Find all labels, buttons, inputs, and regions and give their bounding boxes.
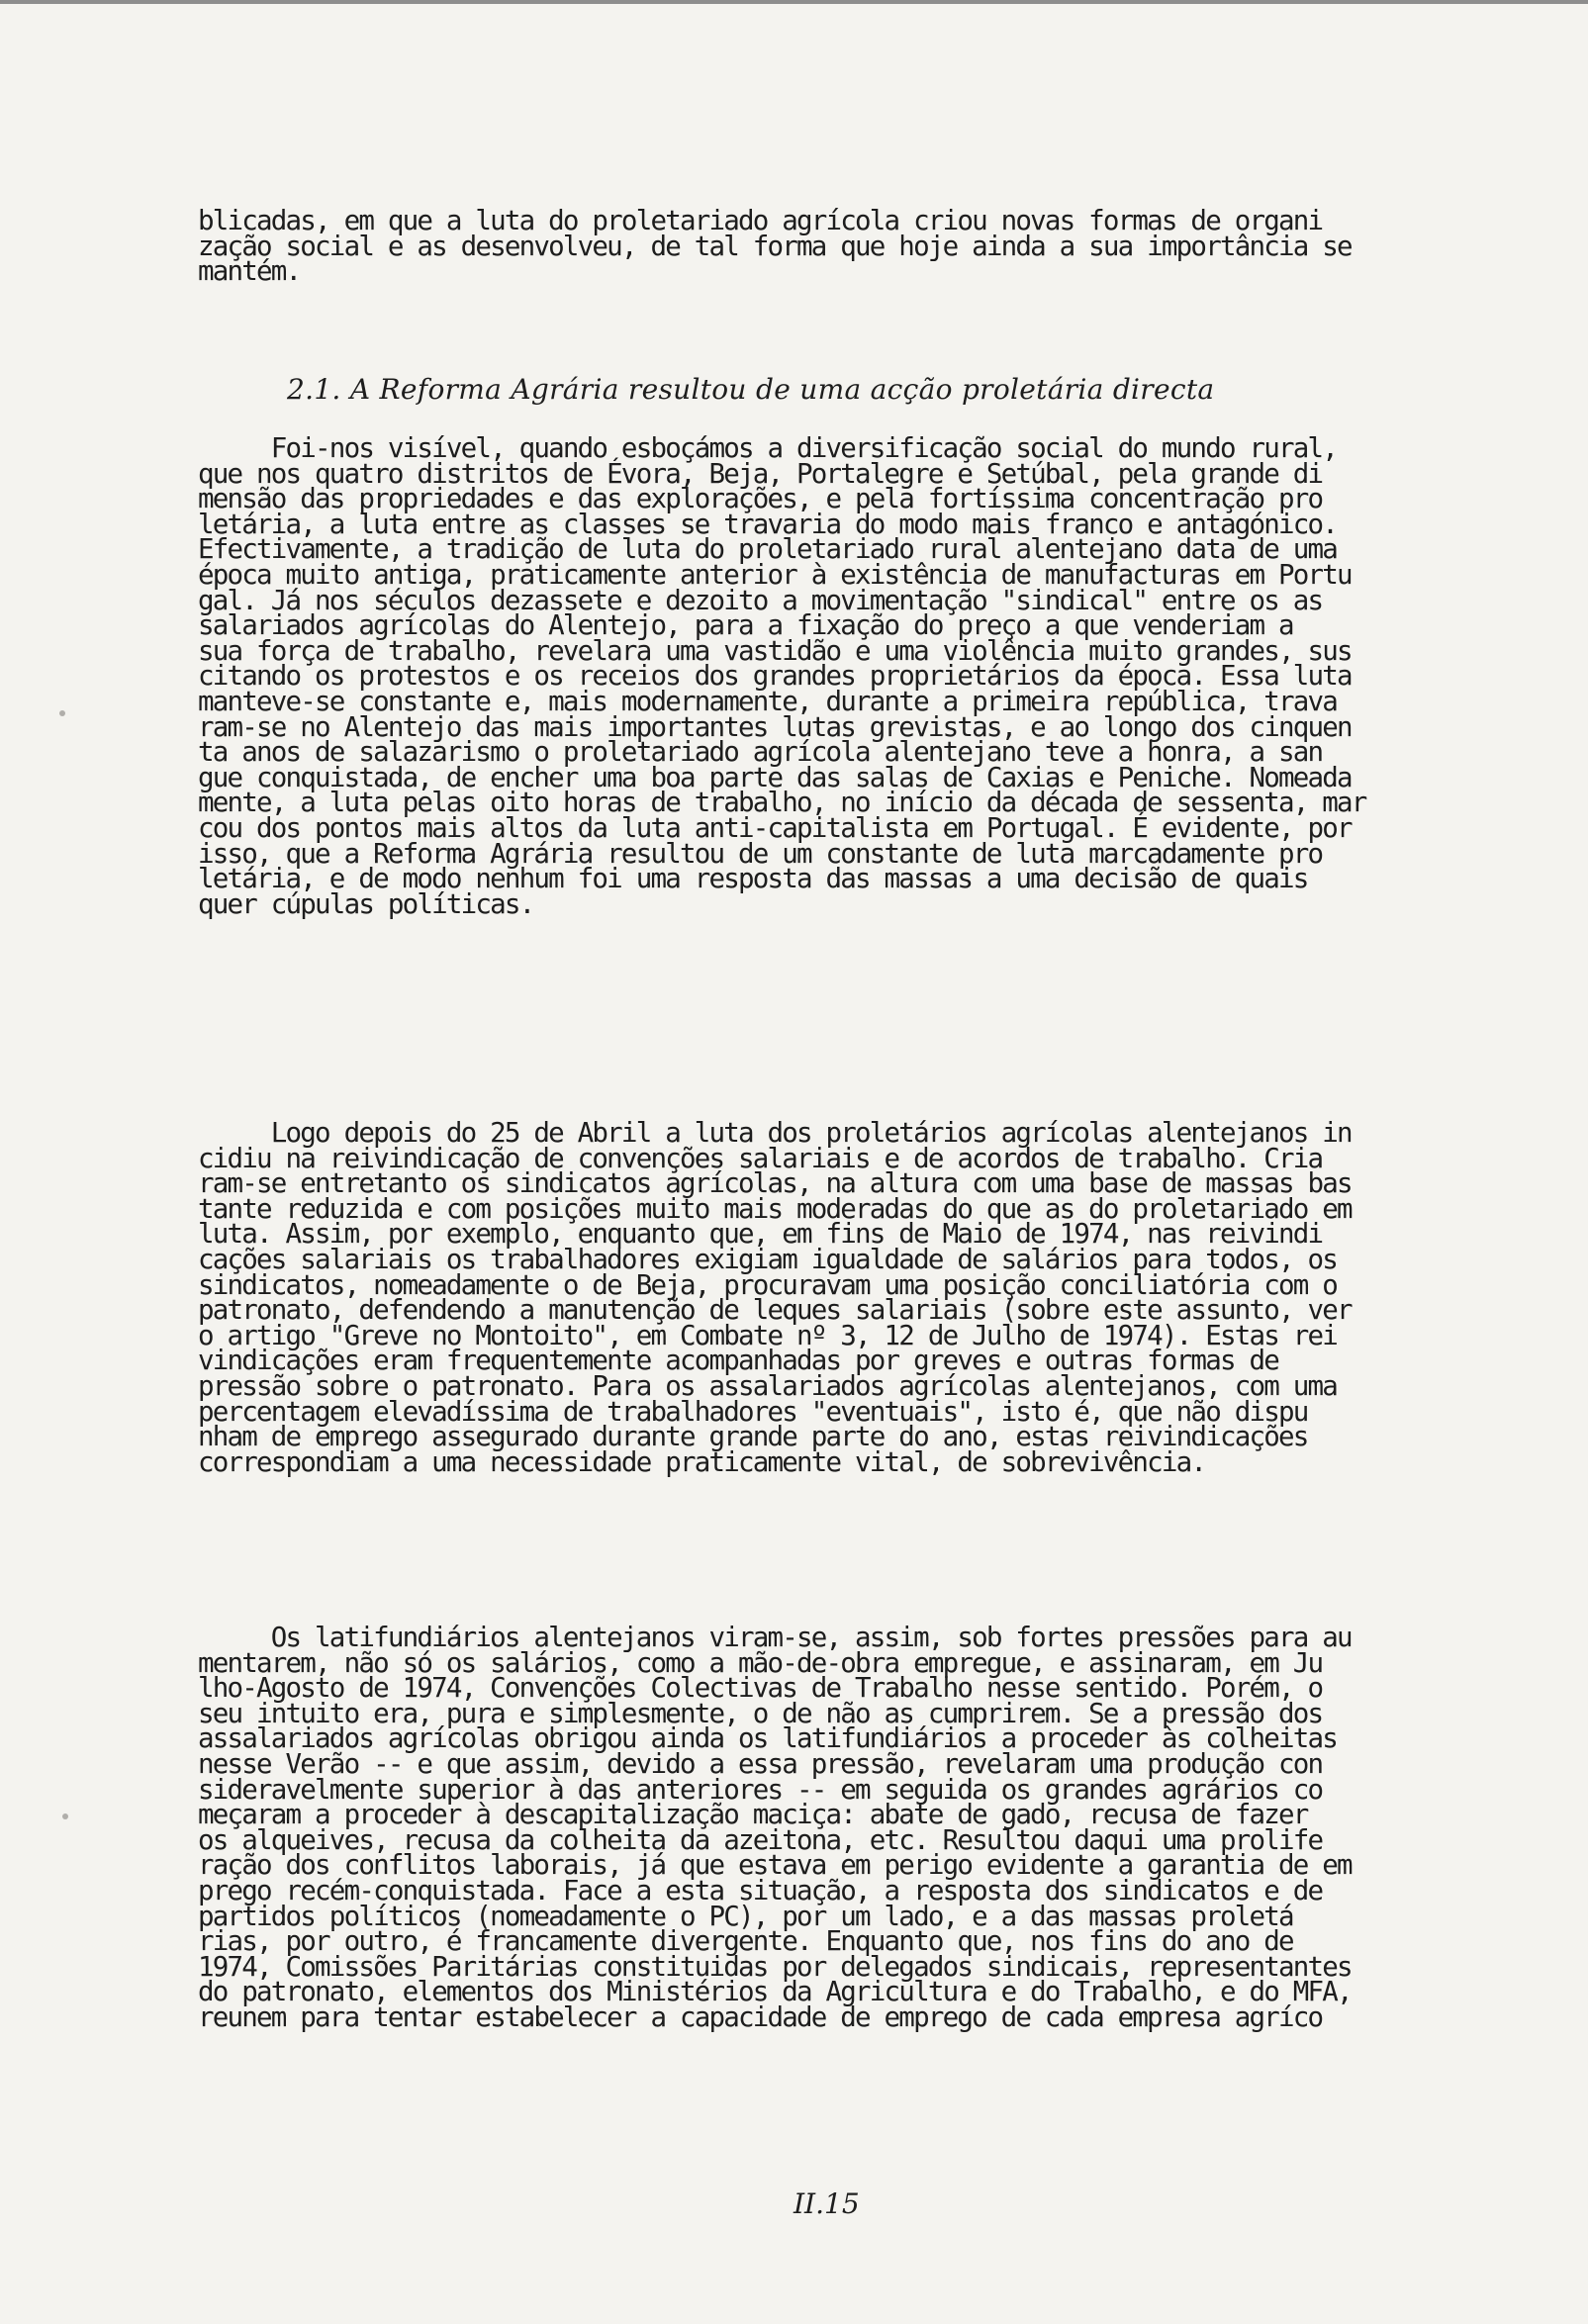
text-line: época muito antiga, praticamente anterior à existência de manufacturas em Portu (198, 559, 1352, 591)
text-line: sindicatos, nomeadamente o de Beja, procuravam uma posição conciliatória com o (198, 1268, 1337, 1301)
text-line: isso, que a Reforma Agrária resultou de um constante de luta marcadamente pro (198, 837, 1323, 870)
text-line: sua força de trabalho, revelara uma vastidão e uma violência muito grandes, sus (198, 634, 1352, 667)
text-line: o artigo "Greve no Montoito", em Combate nº 3, 12 de Julho de 1974). Estas rei (198, 1319, 1337, 1351)
text-line: luta. Assim, por exemplo, enquanto que, em fins de Maio de 1974, nas reivindi (198, 1218, 1323, 1251)
text-line: correspondiam a uma necessidade praticamente vital, de sobrevivência. (198, 1445, 1206, 1478)
scan-top-edge (0, 0, 1588, 4)
text-line: pressão sobre o patronato. Para os assalariados agrícolas alentejanos, com uma (198, 1370, 1337, 1402)
text-line: 1974, Comissões Paritárias constituidas por delegados sindicais, representantes (198, 1950, 1352, 1983)
text-line: nham de emprego assegurado durante grande parte do ano, estas reivindicações (198, 1421, 1308, 1453)
text-line: tante reduzida e com posições muito mais moderadas do que as do proletariado em (198, 1192, 1352, 1225)
text-line: ram-se no Alentejo das mais importantes lutas grevistas, e ao longo dos cinquen (198, 710, 1352, 743)
text-line: blicadas, em que a luta do proletariado agrícola criou novas formas de organi (198, 205, 1323, 236)
text-line: citando os protestos e os receios dos grandes proprietários da época. Essa luta (198, 660, 1352, 693)
text-line: partidos políticos (nomeadamente o PC), por um lado, e a das massas proletá (198, 1900, 1293, 1932)
text-line: cações salariais os trabalhadores exigiam igualdade de salários para todos, os (198, 1244, 1337, 1275)
text-line: mentarem, não só os salários, como a mão-de-obra empregue, e assinaram, em Ju (198, 1646, 1323, 1679)
text-line: meçaram a proceder à descapitalização maciça: abate de gado, recusa de fazer (198, 1799, 1308, 1831)
text-line: Os latifundiários alentejanos viram-se, assim, sob fortes pressões para au (198, 1622, 1352, 1653)
scan-speck (62, 1813, 68, 1819)
text-line: reunem para tentar estabelecer a capacidade de emprego de cada empresa agríco (198, 2001, 1323, 2033)
text-line: salariados agrícolas do Alentejo, para a fixação do preço a que venderiam a (198, 609, 1293, 642)
text-line: manteve-se constante e, mais modernamente, durante a primeira república, trava (198, 686, 1337, 717)
text-line: ta anos de salazarismo o proletariado agrícola alentejano teve a honra, a san (198, 736, 1323, 769)
text-line: gue conquistada, de encher uma boa parte das salas de Caxias e Peniche. Nomeada (198, 761, 1352, 793)
text-line: zação social e as desenvolveu, de tal forma que hoje ainda a sua importância se (198, 230, 1352, 262)
text-line: mantém. (198, 255, 301, 288)
text-line: seu intuito era, pura e simplesmente, o de não as cumprirem. Se a pressão dos (198, 1697, 1323, 1729)
text-line: patronato, defendendo a manutenção de leques salariais (sobre este assunto, ver (198, 1294, 1352, 1327)
text-line: lho-Agosto de 1974, Convenções Colectivas de Trabalho nesse sentido. Porém, o (198, 1672, 1323, 1705)
text-line: nesse Verão -- e que assim, devido a essa pressão, revelaram uma produção con (198, 1748, 1323, 1780)
text-line: Logo depois do 25 de Abril a luta dos proletários agrícolas alentejanos in (198, 1117, 1352, 1149)
text-line: percentagem elevadíssima de trabalhadores "eventuais", isto é, que não dispu (198, 1395, 1308, 1428)
text-line: que nos quatro distritos de Évora, Beja, Portalegre e Setúbal, pela grande di (198, 457, 1323, 490)
text-line: quer cúpulas políticas. (198, 887, 534, 920)
text-line: cou dos pontos mais altos da luta anti-capitalista em Portugal. É evidente, por (198, 812, 1352, 844)
text-line: rias, por outro, é francamente divergente. Enquanto que, nos fins do ano de (198, 1925, 1293, 1958)
text-line: os alqueives, recusa da colheita da azeitona, etc. Resultou daqui uma prolife (198, 1823, 1323, 1856)
text-line: letária, e de modo nenhum foi uma resposta das massas a uma decisão de quais (198, 863, 1308, 895)
text-line: gal. Já nos séculos dezassete e dezoito a movimentação "sindical" entre os as (198, 584, 1323, 616)
text-line: mensão das propriedades e das explorações, e pela fortíssima concentração pro (198, 483, 1323, 515)
text-line: Foi-nos visível, quando esboçámos a diversificação social do mundo rural, (198, 432, 1337, 464)
text-line: letária, a luta entre as classes se travaria do modo mais franco e antagónico. (198, 508, 1337, 540)
text-line: assalariados agrícolas obrigou ainda os latifundiários a proceder às colheitas (198, 1722, 1337, 1755)
section-heading: 2.1. A Reforma Agrária resultou de uma acção proletária directa (287, 373, 1215, 406)
text-line: vindicações eram frequentemente acompanhadas por greves e outras formas de (198, 1345, 1278, 1377)
page-number: II.15 (794, 2187, 860, 2220)
text-line: prego recém-conquistada. Face a esta situação, a resposta dos sindicatos e de (198, 1875, 1323, 1906)
text-line: mente, a luta pelas oito horas de trabalho, no início da década de sessenta, mar (198, 787, 1366, 819)
text-line: Efectivamente, a tradição de luta do proletariado rural alentejano data de uma (198, 533, 1337, 566)
text-line: ram-se entretanto os sindicatos agrícolas, na altura com uma base de massas bas (198, 1167, 1352, 1200)
text-line: cidiu na reivindicação de convenções salariais e de acordos de trabalho. Cria (198, 1142, 1323, 1174)
text-line: ração dos conflitos laborais, já que estava em perigo evidente a garantia de em (198, 1849, 1352, 1882)
text-line: sideravelmente superior à das anteriores -- em seguida os grandes agrários co (198, 1773, 1323, 1806)
scan-speck (59, 710, 65, 716)
text-line: do patronato, elementos dos Ministérios da Agricultura e do Trabalho, e do MFA, (198, 1976, 1352, 2008)
